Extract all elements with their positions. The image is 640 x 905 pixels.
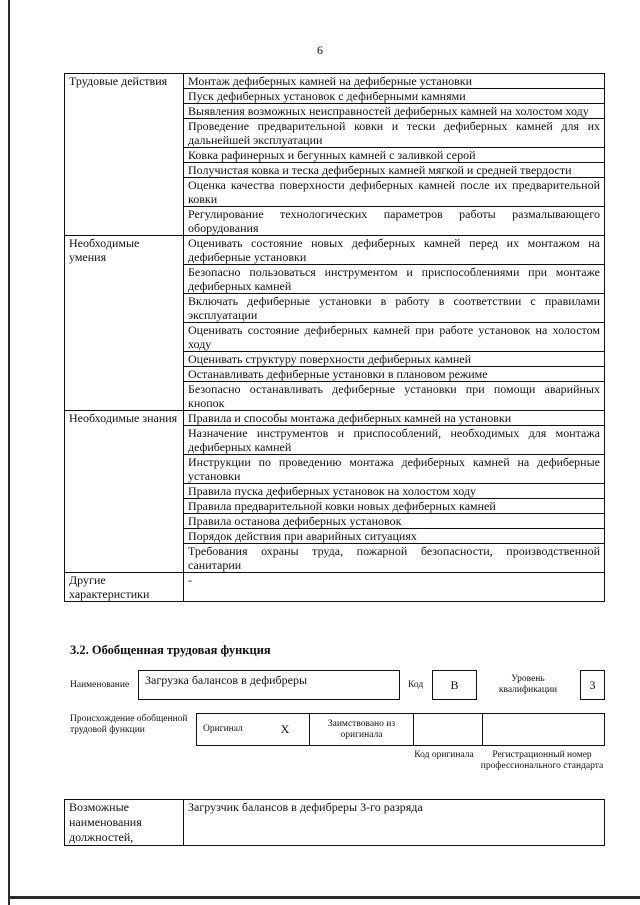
requirement-item: Назначение инструментов и приспособлений, необходимых для монтажа дефиберных камней [184, 426, 605, 455]
name-label: Наименование [70, 680, 130, 690]
code-field: B [432, 670, 477, 700]
borrowed-label: Заимствовано из оригинала [310, 714, 414, 746]
requirement-row [65, 573, 605, 602]
requirement-item: Включать дефиберные установки в работу в соответствии с правилами эксплуатации [184, 294, 605, 323]
requirements-table [64, 73, 605, 602]
requirement-group-label: Другие характеристики [65, 573, 184, 602]
code-label: Код [408, 680, 424, 690]
requirement-group-label: Необходимые умения [65, 236, 184, 411]
requirement-item: Регулирование технологических параметров работы размалывающего оборудования [184, 207, 605, 236]
requirement-item: Порядок действия при аварийных ситуациях [184, 529, 605, 544]
original-code-cell [414, 714, 483, 746]
level-label: Уровень квалификации [498, 674, 558, 695]
requirement-item: Выявления возможных неисправностей дефиберных камней на холостом ходу [184, 104, 605, 119]
origin-table [196, 713, 605, 746]
requirement-row [65, 411, 605, 426]
positions-table [64, 799, 605, 846]
requirement-item: Оценивать состояние новых дефиберных камней перед их монтажом на дефиберные установки [184, 236, 605, 265]
requirement-item: Правила и способы монтажа дефиберных камней на установки [184, 411, 605, 426]
page-number: 6 [317, 43, 323, 57]
requirement-item: Правила предварительной ковки новых дефиберных камней [184, 499, 605, 514]
requirement-item: Оценивать структуру поверхности дефиберных камней [184, 352, 605, 367]
requirement-item: Останавливать дефиберные установки в плановом режиме [184, 367, 605, 382]
requirement-item: Оценка качества поверхности дефиберных камней после их предварительной ковки [184, 178, 605, 207]
requirement-group-label: Трудовые действия [65, 74, 184, 236]
scan-edge-bottom [8, 896, 640, 899]
requirement-item: Проведение предварительной ковки и тески дефиберных камней для их дальнейшей эксплуатации [184, 119, 605, 148]
requirement-item: Оценивать состояние дефиберных камней при работе установок на холостом ходу [184, 323, 605, 352]
requirement-item: Инструкции по проведению монтажа дефиберных камней на дефиберные установки [184, 455, 605, 484]
requirement-item: Ковка рафинерных и бегунных камней с заливкой серой [184, 148, 605, 163]
requirement-item: Получистая ковка и теска дефиберных камней мягкой и средней твердости [184, 163, 605, 178]
requirement-item: Монтаж дефиберных камней на дефиберные установки [184, 74, 605, 89]
name-field [138, 670, 400, 700]
requirement-item: Безопасно останавливать дефиберные установки при помощи аварийных кнопок [184, 382, 605, 411]
requirement-item: Безопасно пользоваться инструментом и приспособлениями при монтаже дефиберных камней [184, 265, 605, 294]
requirement-item: Требования охраны труда, пожарной безопасности, производственной санитарии [184, 544, 605, 573]
original-code-caption: Код оригинала [414, 750, 474, 760]
reg-number-cell [483, 714, 605, 746]
requirement-row [65, 74, 605, 89]
section-title: 3.2. Обобщенная трудовая функция [70, 643, 271, 657]
requirement-item: - [184, 573, 605, 602]
requirement-group-label: Необходимые знания [65, 411, 184, 573]
requirement-item: Пуск дефиберных установок с дефиберными камнями [184, 89, 605, 104]
origin-label: Происхождение обобщенной трудовой функции [70, 714, 188, 735]
scan-edge-left [8, 0, 10, 905]
name-value: Загрузка балансов в дефибреры [145, 673, 308, 687]
positions-label: Возможные наименования должностей, [65, 800, 184, 846]
requirement-item: Правила останова дефиберных установок [184, 514, 605, 529]
requirement-item: Правила пуска дефиберных установок на холостом ходу [184, 484, 605, 499]
reg-number-caption: Регистрационный номер профессионального стандарта [480, 750, 604, 771]
positions-value: Загрузчик балансов в дефибреры 3-го разряда [184, 800, 605, 846]
original-mark: X [261, 714, 310, 746]
requirement-row [65, 236, 605, 265]
original-label: Оригинал [197, 714, 262, 746]
level-field: 3 [580, 670, 605, 700]
